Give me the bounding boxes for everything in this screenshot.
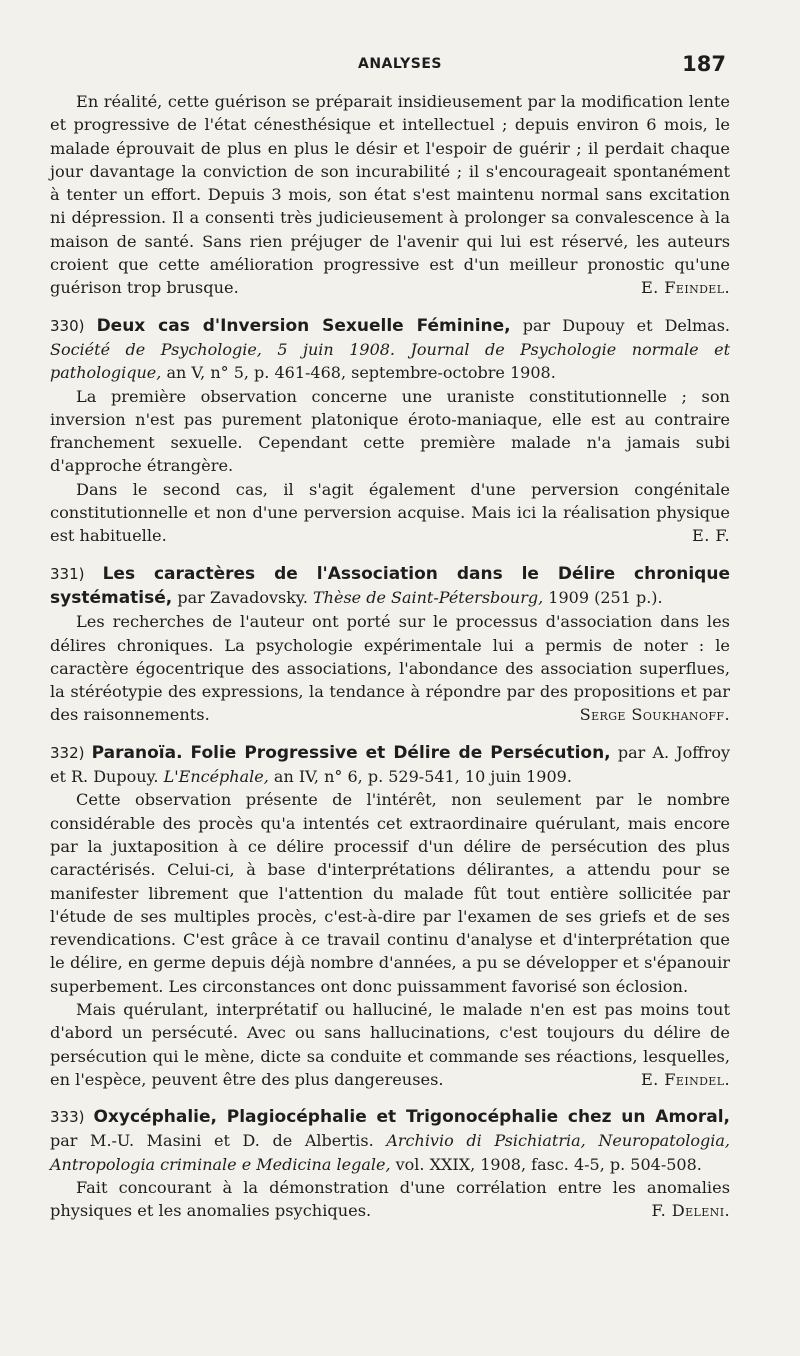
- entry-paragraph-text: Les recherches de l'auteur ont porté sur le processus d'association dans les délires chroniques. La psychologie expérimentale lui a permis de noter : le caractère égocentrique des associations, l'abondance des association superflues, la stéréotypie des expressions, la tendance à répondre par des propositions et par des raisonnements.: [50, 612, 730, 725]
- entry-ref: an V, n° 5, p. 461-468, septembre-octobre 1908.: [166, 363, 556, 383]
- entry-authors: par Dupouy et Delmas.: [522, 315, 731, 335]
- entry-paragraph: [50, 998, 730, 1091]
- entry-332: [50, 741, 730, 1091]
- entry-authors: par Zavadovsky.: [177, 587, 308, 607]
- signature: E. F.: [692, 526, 730, 546]
- entry-paragraph: La première observation concerne une uraniste constitutionnelle ; son inversion n'est pas purement platonique éroto-maniaque, elle est au contraire franchement sexuelle. Cependant cette première malade n'a jamais subi d'approche étrangère.: [50, 386, 730, 476]
- entry-source: L'Encéphale,: [163, 767, 269, 787]
- entry-title: Les caractères de l'Association dans le Délire chronique systématisé,: [50, 563, 730, 608]
- entry-source: Archivio di Psichiatria, Neuropatologia, Antropologia criminale e Medicina legale,: [50, 1131, 731, 1174]
- entry-heading: [50, 741, 730, 789]
- entry-paragraph: [50, 1176, 730, 1223]
- entry-heading: [50, 1105, 730, 1176]
- entry-authors: par M.-U. Masini et D. de Albertis.: [50, 1131, 374, 1151]
- entry-title: Oxycéphalie, Plagiocéphalie et Trigonocéphalie chez un Amoral,: [93, 1107, 731, 1128]
- entry-heading: [50, 314, 730, 385]
- entry-ref: vol. XXIX, 1908, fasc. 4-5, p. 504-508.: [395, 1154, 702, 1174]
- running-title: ANALYSES: [358, 56, 442, 72]
- entry-ref: 1909 (251 p.).: [548, 587, 663, 607]
- page-body: [50, 90, 730, 1223]
- entry-number: 330): [50, 316, 85, 335]
- entry-paragraph: [50, 610, 730, 726]
- entry-paragraph: [50, 478, 730, 548]
- entry-ref: an IV, n° 6, p. 529-541, 10 juin 1909.: [273, 767, 572, 787]
- entry-source: Société de Psychologie, 5 juin 1908. Journal de Psychologie normale et pathologique,: [50, 339, 730, 383]
- entry-paragraph-text: Mais quérulant, interprétatif ou halluciné, le malade n'en est pas moins tout d'abord un persécuté. Avec ou sans hallucinations, c'est toujours du délire de persécution qui le mène, dicte sa conduite et commande ses réactions, lesquelles, en l'espèce, peuvent être des plus dangereuses.: [50, 999, 730, 1089]
- entry-number: 331): [50, 564, 85, 583]
- entry-331: [50, 562, 730, 727]
- intro-paragraph: [50, 90, 730, 300]
- entry-330: [50, 314, 730, 548]
- entry-number: 333): [50, 1108, 85, 1127]
- entry-title: Deux cas d'Inversion Sexuelle Féminine,: [96, 315, 511, 336]
- page-number: 187: [682, 52, 726, 76]
- entry-paragraph-text: Fait concourant à la démonstration d'une corrélation entre les anomalies physiques et les anomalies psychiques.: [50, 1178, 730, 1221]
- entry-paragraph-text: Dans le second cas, il s'agit également d'une perversion congénitale constitutionnelle et non d'une perversion acquise. Mais ici la réalisation physique est habituelle.: [50, 479, 730, 546]
- intro-text: En réalité, cette guérison se préparait insidieusement par la modification lente et progressive de l'état cénesthésique et intellectuel ; depuis environ 6 mois, le malade éprouvait de plus en plus le désir et l'espoir de guérir ; il perdait chaque jour davantage la conviction de son incurabilité ; il s'encourageait spontanément à tenter un effort. Depuis 3 mois, son état s'est maintenu normal sans excitation ni dépression. Il a consenti très judicieusement à prolonger sa convalescence à la maison de santé. Sans rien préjuger de l'avenir qui lui est réservé, les auteurs croient que cette amélioration progressive est d'un meilleur pronostic qu'une guérison trop brusque.: [50, 92, 730, 298]
- signature: F. Deleni.: [651, 1201, 730, 1221]
- entry-heading: [50, 562, 730, 611]
- signature: E. Feindel.: [640, 1069, 730, 1089]
- entry-authors: par A. Joffroy et R. Dupouy.: [50, 742, 730, 787]
- entry-333: [50, 1105, 730, 1222]
- signature: E. Feindel.: [640, 278, 730, 298]
- entry-number: 332): [50, 743, 85, 762]
- signature: Serge Soukhanoff.: [579, 705, 730, 725]
- entry-paragraph: Cette observation présente de l'intérêt, non seulement par le nombre considérable des procès qu'a intentés cet extraordinaire quérulant, mais encore par la juxtaposition à ce délire processif d'un délire de persécution des plus caractérisés. Celui-ci, à base d'interprétations délirantes, a attendu pour se manifester librement que l'attention du malade fût tout entière sollicitée par l'étude de ses multiples procès, c'est-à-dire par l'examen de ses griefs et de ses revendications. C'est grâce à ce travail continu d'analyse et d'interprétation que le délire, en germe depuis déjà nombre d'années, a pu se développer et s'épanouir superbement. Les circonstances ont donc puissamment favorisé son éclosion.: [50, 790, 730, 996]
- entry-source: Thèse de Saint-Pétersbourg,: [313, 587, 544, 607]
- entry-title: Paranoïa. Folie Progressive et Délire de Persécution,: [91, 742, 611, 763]
